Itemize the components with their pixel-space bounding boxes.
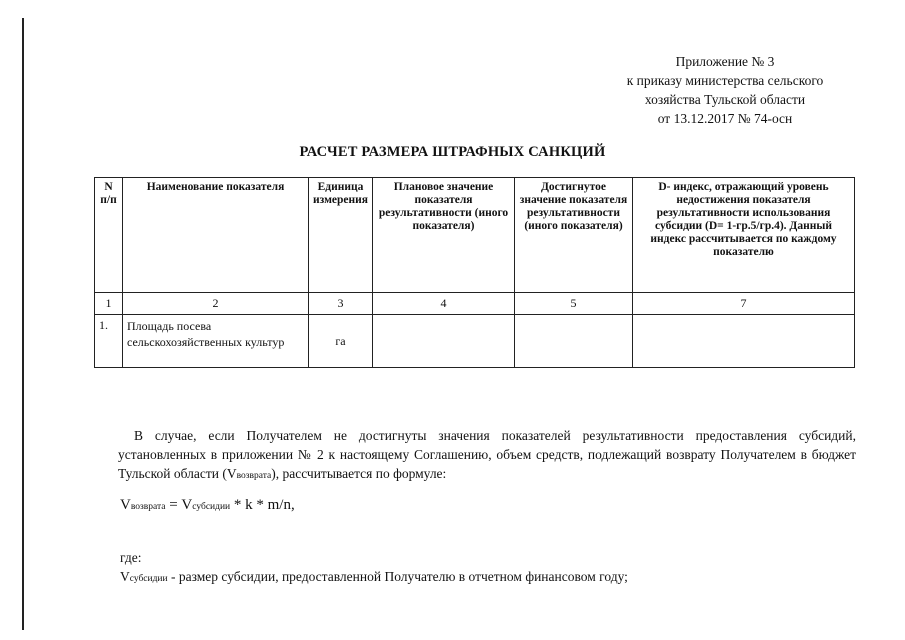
table-row bbox=[95, 315, 855, 368]
header-achieved-value: Достигнутое значение показателя результативности (иного показателя) bbox=[515, 178, 633, 293]
header-indicator-name: Наименование показателя bbox=[123, 178, 309, 293]
column-number-row bbox=[95, 293, 855, 315]
header-number: N п/п bbox=[95, 178, 123, 293]
paragraph-subscript: возврата bbox=[236, 471, 272, 481]
column-number: 5 bbox=[515, 293, 633, 315]
formula-rest: * k * m/n, bbox=[230, 497, 295, 513]
appendix-reference bbox=[560, 52, 890, 128]
planned-value-cell bbox=[373, 315, 515, 368]
column-number: 7 bbox=[633, 293, 855, 315]
formula-sub-refund: возврата bbox=[130, 502, 166, 512]
refund-formula bbox=[120, 497, 295, 514]
unit-cell: га bbox=[309, 315, 373, 368]
paragraph-text-a: В случае, если Получателем не достигнуты значения показателей результативности предоставления субсидий, установленных в приложении № 2 к настоящему Соглашению, объем средств, подлежащий возврату Получателем в бюджет Тульской области (V bbox=[118, 428, 856, 481]
document-title: РАСЧЕТ РАЗМЕРА ШТРАФНЫХ САНКЦИЙ bbox=[299, 144, 606, 160]
d-index-cell bbox=[633, 315, 855, 368]
column-number: 4 bbox=[373, 293, 515, 315]
indicator-name-cell: Площадь посева сельскохозяйственных культур bbox=[123, 315, 309, 368]
paragraph-text-b: ), рассчитывается по формуле: bbox=[271, 466, 447, 481]
refund-condition-paragraph bbox=[118, 426, 856, 486]
formula-v: V bbox=[120, 497, 131, 513]
row-number: 1. bbox=[95, 315, 123, 368]
header-unit: Единица измерения bbox=[309, 178, 373, 293]
definition-text: - размер субсидии, предоставленной Получателю в отчетном финансовом году; bbox=[167, 569, 628, 584]
table-header-row bbox=[95, 178, 855, 293]
appendix-line-3: хозяйства Тульской области bbox=[644, 92, 806, 107]
appendix-line-2: к приказу министерства сельского bbox=[626, 73, 824, 88]
appendix-line-4: от 13.12.2017 № 74-осн bbox=[657, 111, 793, 126]
header-d-index: D- индекс, отражающий уровень недостижения показателя результативности использования субсидии (D= 1-гр.5/гр.4). Данный индекс рассчитывается по каждому показателю bbox=[633, 178, 855, 293]
definition-subscript: субсидии bbox=[129, 574, 168, 584]
column-number: 3 bbox=[309, 293, 373, 315]
header-planned-value: Плановое значение показателя результативности (иного показателя) bbox=[373, 178, 515, 293]
column-number: 2 bbox=[123, 293, 309, 315]
penalty-calculation-table bbox=[94, 177, 855, 368]
left-margin-rule bbox=[22, 18, 24, 630]
achieved-value-cell bbox=[515, 315, 633, 368]
column-number: 1 bbox=[95, 293, 123, 315]
definition-v: V bbox=[120, 569, 130, 584]
subsidy-definition bbox=[120, 569, 628, 585]
formula-sub-subsidy: субсидии bbox=[192, 502, 231, 512]
appendix-line-1: Приложение № 3 bbox=[675, 54, 775, 69]
formula-eq: = V bbox=[165, 497, 193, 513]
where-label: где: bbox=[120, 550, 142, 565]
